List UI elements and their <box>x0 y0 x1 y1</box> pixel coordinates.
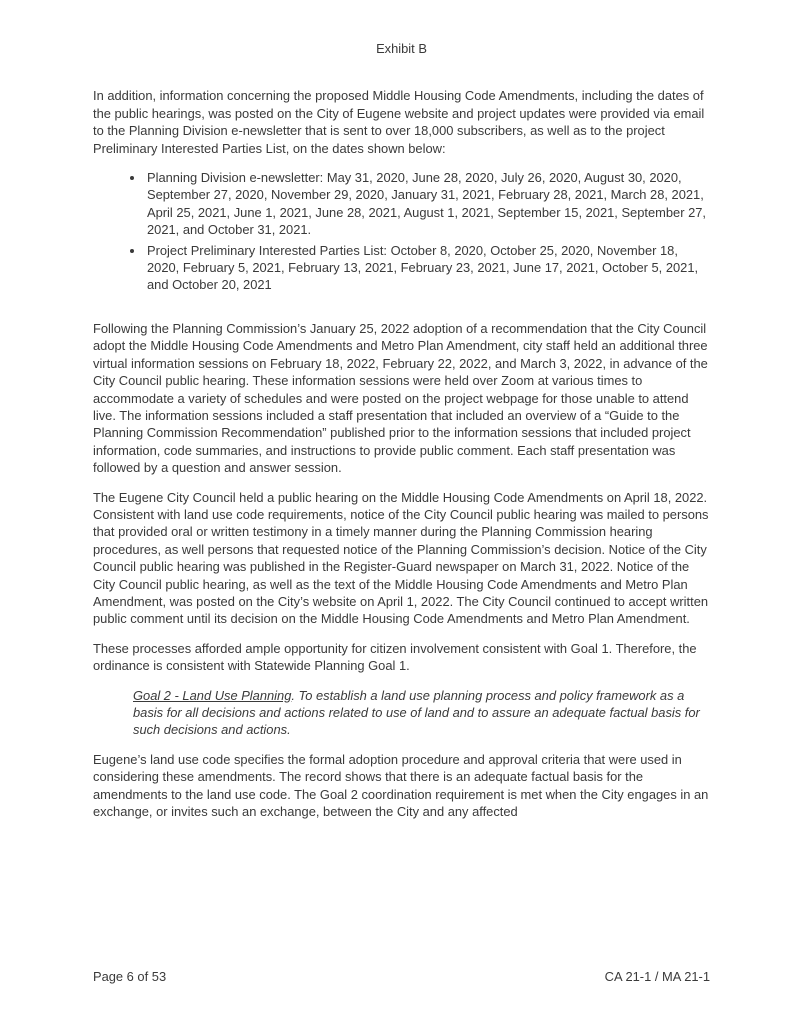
bullet-item-newsletter-dates: • Planning Division e-newsletter: May 31, 2020, June 28, 2020, July 26, 2020, August 30, 2020, September 27, 2020, November 29, 2020, January 31, 2021, February 28, 2021, March 28, 2021, April 25, 2021, June 1, 2021, June 28, 2021, August 1, 2021, September 15, 2021, September 27, 2021, and October 31, 2021. <box>145 169 710 239</box>
goal2-quote <box>133 687 706 739</box>
paragraph-information-sessions: Following the Planning Commission’s January 25, 2022 adoption of a recommendation that the City Council adopt the Middle Housing Code Amendments and Metro Plan Amendment, city staff held an additional three virtual information sessions on February 18, 2022, February 22, 2022, and March 3, 2022, in advance of the City Council public hearing. These information sessions were held over Zoom at various times to accommodate a variety of schedules and were posted on the project webpage for those unable to attend live. The information sessions included a staff presentation that included an overview of a “Guide to the Planning Commission Recommendation” published prior to the information sessions that included project information, code summaries, and instructions to provide public comment. Each staff presentation was followed by a question and answer session. <box>93 320 708 476</box>
paragraph-public-hearing: The Eugene City Council held a public hearing on the Middle Housing Code Amendments on April 18, 2022. Consistent with land use code requirements, notice of the City Council public hearing was mailed to persons that provided oral or written testimony in a timely manner during the Planning Commission hearing procedures, as well persons that requested notice of the Planning Commission’s decision. Notice of the City Council public hearing was published in the Register-Guard newspaper on March 31, 2022. Notice of the City Council public hearing, as well as the text of the Middle Housing Code Amendments and Metro Plan Amendment, was posted on the City’s website on April 1, 2022. The City Council continued to accept written public comment until its decision on the Middle Housing Code Amendments and Metro Plan Amendment. <box>93 489 709 627</box>
goal2-quote-body: . To establish a land use planning process and policy framework as a basis for all decisions and actions related to use of land and to assure an adequate factual basis for such decisions and actions. <box>133 687 700 738</box>
goal2-quote-heading: Goal 2 - Land Use Planning <box>133 687 292 703</box>
paragraph-goal1-conclusion: These processes afforded ample opportunity for citizen involvement consistent with Goal 1. Therefore, the ordinance is consistent with Statewide Planning Goal 1. <box>93 640 697 674</box>
page-number: Page 6 of 53 <box>93 968 167 984</box>
case-number: CA 21-1 / MA 21-1 <box>604 968 710 984</box>
bullet-list <box>93 169 710 294</box>
paragraph-goal2-discussion: Eugene’s land use code specifies the formal adoption procedure and approval criteria that were used in considering these amendments. The record shows that there is an adequate factual basis for the amendments to the land use code. The Goal 2 coordination requirement is met when the City engages in an exchange, or invites such an exchange, between the City and any affected <box>93 751 709 820</box>
paragraph-intro: In addition, information concerning the proposed Middle Housing Code Amendments, including the dates of the public hearings, was posted on the City of Eugene website and project updates were provided via email to the Planning Division e-newsletter that is sent to over 18,000 subscribers, as well as to the project Preliminary Interested Parties List, on the dates shown below: <box>93 88 705 156</box>
page-title: Exhibit B <box>376 41 427 56</box>
bullet-item-interested-parties-dates: • Project Preliminary Interested Parties List: October 8, 2020, October 25, 2020, November 18, 2020, February 5, 2021, February 13, 2021, February 23, 2021, June 17, 2021, October 5, 2021, and October 20, 2021 <box>145 242 710 294</box>
page-footer <box>93 968 710 985</box>
